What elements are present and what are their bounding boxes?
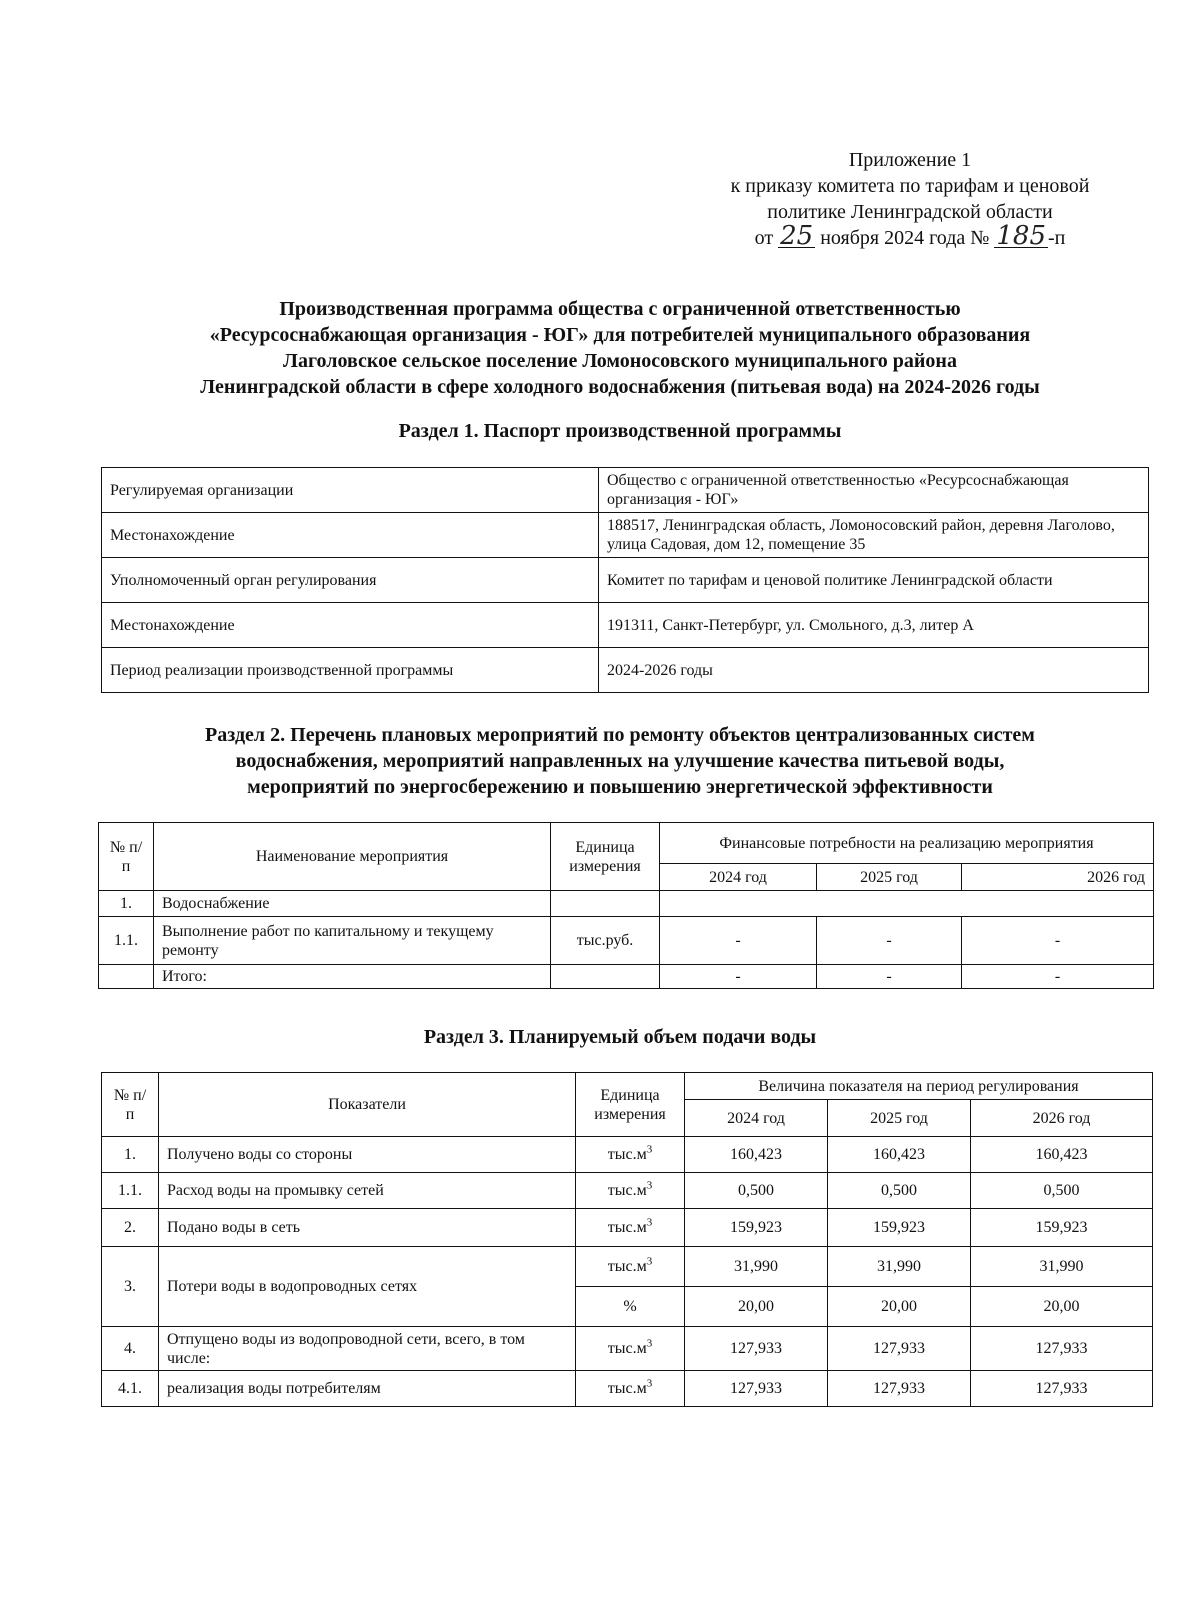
passport-table (101, 467, 1149, 693)
row-name: Водоснабжение (154, 891, 551, 917)
table-row (99, 917, 1154, 965)
row-unit (576, 1247, 685, 1287)
unit-exponent: 3 (646, 1143, 653, 1156)
passport-label: Местонахождение (102, 513, 599, 558)
row-num: 1.1. (102, 1173, 159, 1209)
unit-base: тыс.м (607, 1182, 647, 1199)
date-suffix: -п (1048, 227, 1066, 249)
unit-base: тыс.м (607, 1340, 647, 1357)
table-row (99, 965, 1154, 989)
row-value-2026: - (962, 917, 1154, 965)
row-num: 1.1. (99, 917, 154, 965)
header-unit: Единица измерения (576, 1073, 685, 1137)
table-row (102, 1137, 1153, 1173)
row-value-2024: 159,923 (685, 1209, 828, 1247)
title-line-2: «Ресурсоснабжающая организация - ЮГ» для потребителей муниципального образования (209, 324, 1031, 346)
row-unit (576, 1173, 685, 1209)
title-line-1: Производственная программа общества с ограниченной ответственностью (279, 298, 961, 320)
row-value-2026: 160,423 (971, 1137, 1153, 1173)
table-row (99, 891, 1154, 917)
row-num: 3. (102, 1247, 159, 1327)
section-2-title-line-3: мероприятий по энергосбережению и повышению энергетической эффективности (247, 776, 993, 798)
row-value-2025: 160,423 (828, 1137, 971, 1173)
section-2-title-line-2: водоснабжения, мероприятий направленных на улучшение качества питьевой воды, (235, 750, 1005, 772)
row-value-2024: 127,933 (685, 1327, 828, 1371)
appendix-date-line (690, 221, 1130, 251)
row-value-2026: 159,923 (971, 1209, 1153, 1247)
row-num: 1. (102, 1137, 159, 1173)
row-value-2024: 160,423 (685, 1137, 828, 1173)
header-2024: 2024 год (660, 864, 817, 891)
passport-label: Местонахождение (102, 603, 599, 648)
row-value-2024: - (660, 917, 817, 965)
table-row (102, 1327, 1153, 1371)
row-name: Подано воды в сеть (159, 1209, 576, 1247)
header-2026: 2026 год (971, 1100, 1153, 1137)
unit-exponent: 3 (646, 1377, 653, 1390)
row-percent-2024: 20,00 (685, 1287, 828, 1327)
table-row (102, 1173, 1153, 1209)
row-value-2026: 0,500 (971, 1173, 1153, 1209)
header-name: Показатели (159, 1073, 576, 1137)
date-middle: ноября 2024 года № (820, 227, 990, 249)
row-value-2024: 0,500 (685, 1173, 828, 1209)
table-row (102, 603, 1149, 648)
row-num: 1. (99, 891, 154, 917)
row-percent-2026: 20,00 (971, 1287, 1153, 1327)
row-unit-percent: % (576, 1287, 685, 1327)
row-unit: тыс.руб. (551, 917, 660, 965)
row-value-2026: 31,990 (971, 1247, 1153, 1287)
passport-value: 2024-2026 годы (599, 648, 1149, 693)
title-line-4: Ленинградской области в сфере холодного водоснабжения (питьевая вода) на 2024-2026 годы (200, 376, 1040, 398)
table-row (102, 558, 1149, 603)
header-num: № п/п (102, 1073, 159, 1137)
passport-value: Комитет по тарифам и ценовой политике Ленинградской области (599, 558, 1149, 603)
unit-exponent: 3 (646, 1255, 653, 1268)
title-line-3: Лаголовское сельское поселение Ломоносовского муниципального района (283, 350, 957, 372)
row-value-2026: - (962, 965, 1154, 989)
row-unit (551, 891, 660, 917)
passport-value: 188517, Ленинградская область, Ломоносовский район, деревня Лаголово, улица Садовая, дом 12, помещение 35 (599, 513, 1149, 558)
row-name: реализация воды потребителям (159, 1371, 576, 1407)
row-unit (551, 965, 660, 989)
row-num: 2. (102, 1209, 159, 1247)
row-name: Выполнение работ по капитальному и текущему ремонту (154, 917, 551, 965)
passport-label: Период реализации производственной программы (102, 648, 599, 693)
row-name: Отпущено воды из водопроводной сети, всего, в том числе: (159, 1327, 576, 1371)
document-title (100, 296, 1140, 400)
header-value: Величина показателя на период регулирования (685, 1073, 1153, 1100)
row-value-2024: - (660, 965, 817, 989)
row-value-2025: 31,990 (828, 1247, 971, 1287)
passport-label: Регулируемая организации (102, 468, 599, 513)
section-2-title (100, 722, 1140, 800)
section-1-title: Раздел 1. Паспорт производственной программы (398, 420, 842, 442)
row-num: 4.1. (102, 1371, 159, 1407)
passport-label: Уполномоченный орган регулирования (102, 558, 599, 603)
header-num: № п/п (99, 823, 154, 891)
row-value-2025: - (817, 917, 962, 965)
handwritten-order-number: 185 (996, 221, 1046, 251)
row-name: Потери воды в водопроводных сетях (159, 1247, 576, 1327)
measures-table (98, 822, 1154, 989)
table-row (102, 513, 1149, 558)
table-row (102, 1209, 1153, 1247)
header-finance: Финансовые потребности на реализацию мероприятия (660, 823, 1154, 864)
row-value-2025: 159,923 (828, 1209, 971, 1247)
unit-base: тыс.м (607, 1219, 647, 1236)
row-unit (576, 1137, 685, 1173)
unit-base: тыс.м (607, 1380, 647, 1397)
unit-base: тыс.м (607, 1146, 647, 1163)
water-supply-table (101, 1072, 1153, 1407)
header-2026: 2026 год (962, 864, 1154, 891)
row-value-2026: 127,933 (971, 1371, 1153, 1407)
appendix-header (690, 147, 1130, 251)
row-num: 4. (102, 1327, 159, 1371)
section-3-title: Раздел 3. Планируемый объем подачи воды (423, 1026, 817, 1048)
row-name: Расход воды на промывку сетей (159, 1173, 576, 1209)
header-2025: 2025 год (828, 1100, 971, 1137)
appendix-line-3: политике Ленинградской области (767, 201, 1053, 223)
row-value-2024: 31,990 (685, 1247, 828, 1287)
row-value-2025: 0,500 (828, 1173, 971, 1209)
date-prefix: от (754, 227, 774, 249)
row-unit (576, 1327, 685, 1371)
unit-exponent: 3 (646, 1216, 653, 1229)
header-unit: Единица измерения (551, 823, 660, 891)
table-row (102, 1247, 1153, 1287)
row-unit (576, 1371, 685, 1407)
unit-base: тыс.м (607, 1258, 647, 1275)
row-value-2025: 127,933 (828, 1327, 971, 1371)
appendix-line-2: к приказу комитета по тарифам и ценовой (730, 175, 1090, 197)
section-2-title-line-1: Раздел 2. Перечень плановых мероприятий по ремонту объектов централизованных систем (205, 724, 1035, 746)
appendix-line-1: Приложение 1 (848, 149, 972, 171)
table-row (102, 1371, 1153, 1407)
table-row (102, 648, 1149, 693)
row-percent-2025: 20,00 (828, 1287, 971, 1327)
header-2025: 2025 год (817, 864, 962, 891)
passport-value: 191311, Санкт-Петербург, ул. Смольного, д.3, литер А (599, 603, 1149, 648)
unit-exponent: 3 (646, 1179, 653, 1192)
row-name: Получено воды со стороны (159, 1137, 576, 1173)
row-num (99, 965, 154, 989)
header-name: Наименование мероприятия (154, 823, 551, 891)
handwritten-day: 25 (780, 221, 814, 251)
header-2024: 2024 год (685, 1100, 828, 1137)
row-empty-values (660, 891, 1154, 917)
row-name: Итого: (154, 965, 551, 989)
row-value-2025: 127,933 (828, 1371, 971, 1407)
unit-exponent: 3 (646, 1337, 653, 1350)
row-unit (576, 1209, 685, 1247)
row-value-2025: - (817, 965, 962, 989)
row-value-2026: 127,933 (971, 1327, 1153, 1371)
table-row (102, 468, 1149, 513)
row-value-2024: 127,933 (685, 1371, 828, 1407)
passport-value: Общество с ограниченной ответственностью «Ресурсоснабжающая организация - ЮГ» (599, 468, 1149, 513)
